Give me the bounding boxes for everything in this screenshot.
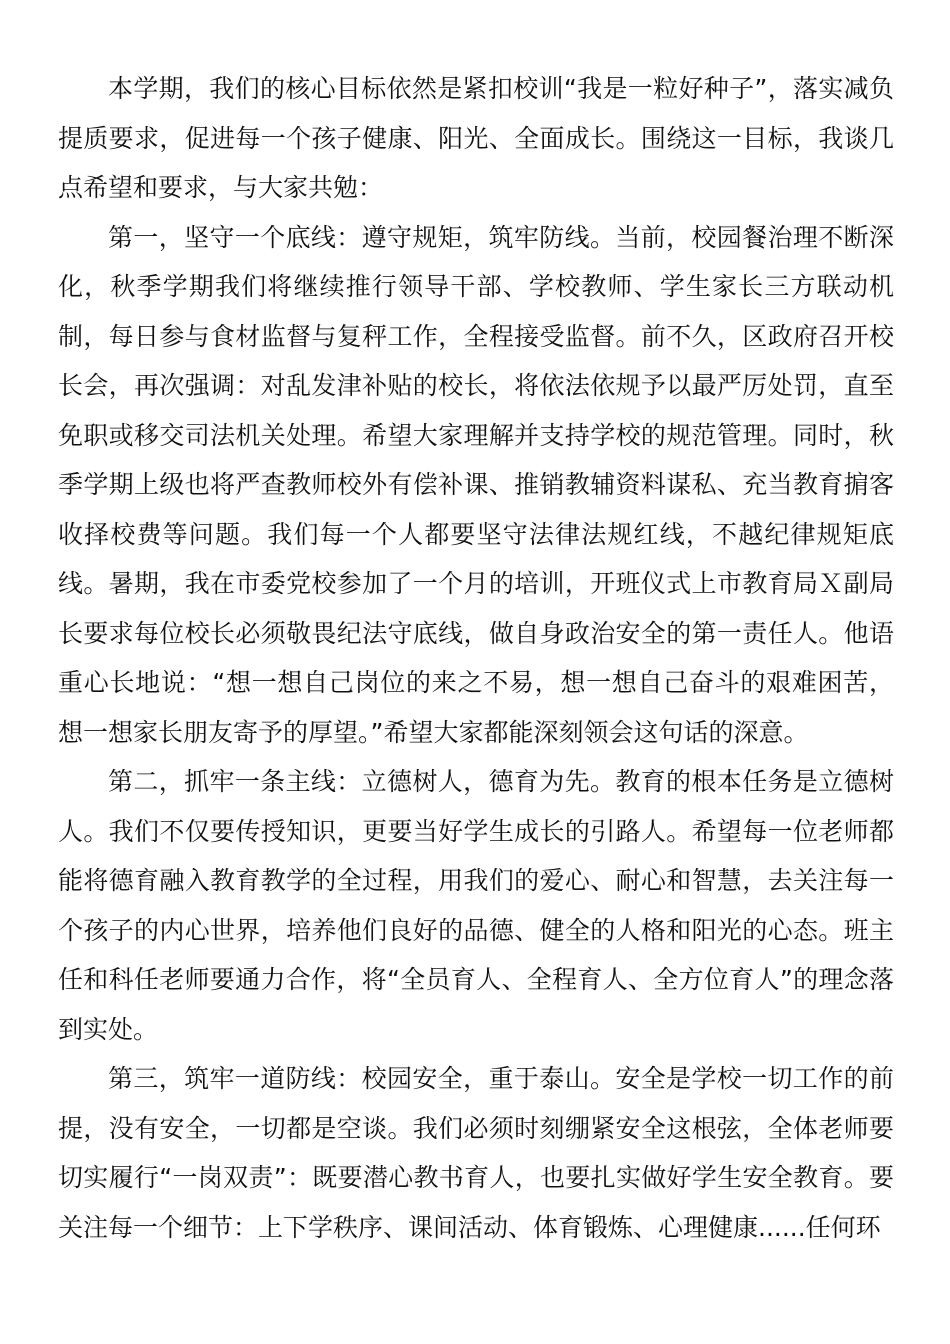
paragraph-first-point: 第一，坚守一个底线：遵守规矩，筑牢防线。当前，校园餐治理不断深化，秋季学期我们将继续推行领导干部、学校教师、学生家长三方联动机制，每日参与食材监督与复秤工作，全程接受监督。前不久，区政府召开校长会，再次强调：对乱发津补贴的校长，将依法依规予以最严厉处罚，直至免职或移交司法机关处理。希望大家理解并支持学校的规范管理。同时，秋季学期上级也将严查教师校外有偿补课、推销教辅资料谋私、充当教育掮客收择校费等问题。我们每一个人都要坚守法律法规红线，不越纪律规矩底线。暑期，我在市委党校参加了一个月的培训，开班仪式上市教育局Ｘ副局长要求每位校长必须敬畏纪法守底线，做自身政治安全的第一责任人。他语重心长地说：“想一想自己岗位的来之不易，想一想自己奋斗的艰难困苦，想一想家长朋友寄予的厚望。”希望大家都能深刻领会这句话的深意。 — [58, 222, 894, 747]
paragraph-intro: 本学期，我们的核心目标依然是紧扣校训“我是一粒好种子”，落实减负提质要求，促进每一个孩子健康、阳光、全面成长。围绕这一目标，我谈几点希望和要求，与大家共勉： — [58, 74, 894, 202]
paragraph-second-point: 第二，抓牢一条主线：立德树人，德育为先。教育的根本任务是立德树人。我们不仅要传授知识，更要当好学生成长的引路人。希望每一位老师都能将德育融入教育教学的全过程，用我们的爱心、耐心和智慧，去关注每一个孩子的内心世界，培养他们良好的品德、健全的人格和阳光的心态。班主任和科任老师要通力合作，将“全员育人、全程育人、全方位育人”的理念落到实处。 — [58, 767, 894, 1044]
document-body — [58, 64, 894, 1252]
paragraph-third-point: 第三，筑牢一道防线：校园安全，重于泰山。安全是学校一切工作的前提，没有安全，一切都是空谈。我们必须时刻绷紧安全这根弦，全体老师要切实履行“一岗双责”：既要潜心教书育人，也要扎实做好学生安全教育。要关注每一个细节：上下学秩序、课间活动、体育锻炼、心理健康......任何环 — [58, 1064, 894, 1242]
